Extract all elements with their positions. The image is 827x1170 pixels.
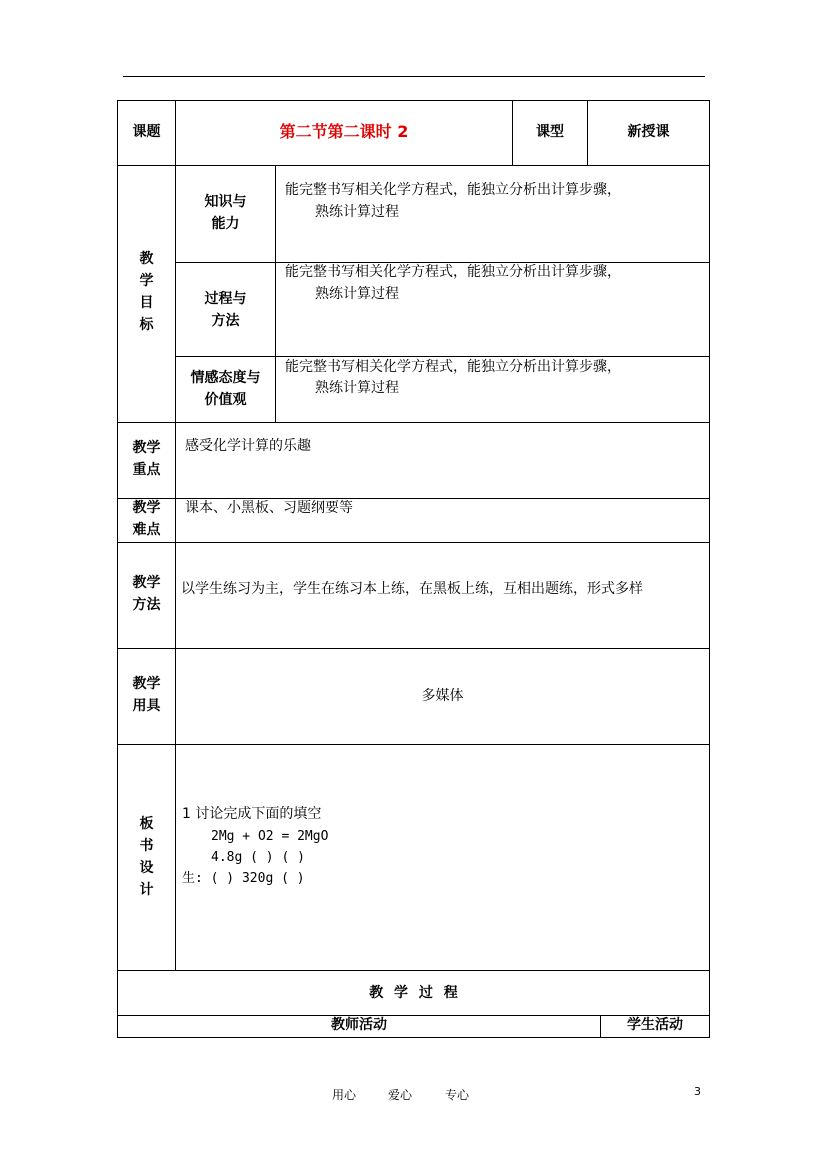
knowledge-ability-label: 知识与 能力: [204, 194, 247, 232]
attitude-values-text-line1: 能完整书写相关化学方程式，能独立分析出计算步骤，: [285, 359, 621, 375]
process-method-text-line1: 能完整书写相关化学方程式，能独立分析出计算步骤，: [285, 264, 621, 280]
board-line-3: 4.8g ( ) ( ): [211, 850, 305, 865]
board-line-4: 生: ( ) 320g ( ): [182, 871, 305, 886]
teaching-process-title: 教 学 过 程: [369, 985, 458, 1001]
methods-text: 以学生练习为主，学生在练习本上练，在黑板上练，互相出题练，形式多样: [181, 581, 643, 597]
lesson-title: 第二节第二课时 2: [279, 122, 409, 141]
attitude-values-label: 情感态度与 价值观: [190, 370, 261, 408]
footer-slogan-3: 专心: [445, 1088, 470, 1102]
row-divider: [117, 542, 710, 543]
board-line-1: 1 讨论完成下面的填空: [182, 806, 322, 822]
footer-slogan-1: 用心: [332, 1088, 357, 1102]
process-method-text-line2: 熟练计算过程: [315, 286, 399, 302]
key-points-text: 感受化学计算的乐趣: [185, 438, 311, 454]
row-divider: [117, 970, 710, 971]
process-method-label: 过程与 方法: [204, 291, 247, 329]
board-design-label: 板 书 设 计: [139, 816, 154, 898]
column-divider: [275, 165, 276, 423]
table-border-top: [117, 100, 710, 101]
type-label: 课型: [536, 124, 564, 140]
objectives-label: 教 学 目 标: [139, 251, 154, 333]
footer-slogan-2: 爱心: [388, 1088, 413, 1102]
row-divider: [117, 422, 710, 423]
teacher-activity-header: 教师活动: [331, 1017, 387, 1033]
row-divider: [117, 648, 710, 649]
board-line-2: 2Mg + O2 = 2MgO: [211, 829, 329, 844]
title-label: 课题: [132, 124, 161, 140]
row-divider: [117, 744, 710, 745]
knowledge-ability-text-line1: 能完整书写相关化学方程式，能独立分析出计算步骤，: [285, 182, 621, 198]
page-header-rule: [123, 76, 705, 77]
difficulties-label: 教学 难点: [132, 500, 161, 538]
tools-label: 教学 用具: [132, 676, 161, 714]
table-border-bottom: [117, 1037, 710, 1038]
attitude-values-text-line2: 熟练计算过程: [315, 380, 399, 396]
lesson-type: 新授课: [627, 124, 670, 140]
table-border-right: [709, 100, 710, 1038]
methods-label: 教学 方法: [132, 575, 161, 613]
page-number: 3: [694, 1085, 701, 1098]
difficulties-text: 课本、小黑板、习题纲要等: [185, 500, 353, 516]
row-divider: [117, 165, 710, 166]
key-points-label: 教学 重点: [132, 440, 161, 478]
knowledge-ability-text-line2: 熟练计算过程: [315, 204, 399, 220]
tools-text: 多媒体: [421, 688, 464, 704]
student-activity-header: 学生活动: [627, 1017, 683, 1033]
